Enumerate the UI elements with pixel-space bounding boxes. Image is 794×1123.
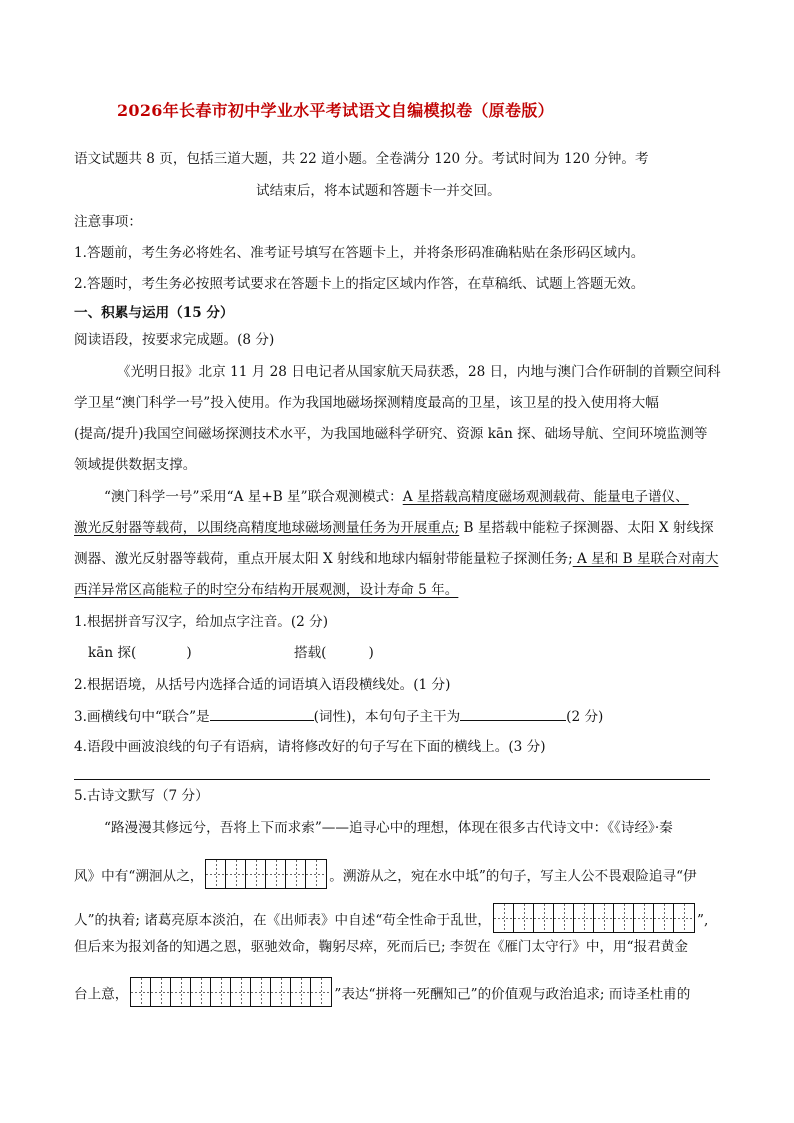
para2-line-1 [104,487,689,507]
q3-text-a: 3.画横线句中“联合”是 [74,709,210,725]
q1-a-close: ) [186,645,192,661]
answer-grid-cell[interactable] [291,978,311,1006]
answer-grid-cell[interactable] [131,978,151,1006]
q5-l5-text-a: 台上意， [74,986,129,1003]
para1-line-4: 领域提供数据支撑。 [74,457,197,473]
q5-line-2 [74,862,697,892]
answer-grid-cell[interactable] [271,978,291,1006]
answer-grid-cell[interactable] [286,860,306,888]
answer-grid-cell[interactable] [674,904,694,932]
question-1-part-a [88,643,192,663]
intro-line-1: 语文试题共 8 页，包括三道大题，共 22 道小题。全卷满分 120 分。考试时间为 120 分钟。考 [74,151,649,167]
intro-line-2: 试结束后，将本试题和答题卡一并交回。 [256,183,501,199]
notice-item-2: 2.答题时，考生务必按照考试要求在答题卡上的指定区域内作答，在草稿纸、试题上答题无效。 [74,276,645,292]
q3-text-b: (词性)，本句句子主干为 [313,709,461,725]
answer-grid-cell[interactable] [266,860,286,888]
q5-line-5 [74,980,690,1010]
underlined-sentence-part: A 星搭载高精度磁场观测载荷、能量电子谱仪、 [402,489,689,505]
q1-a-label: kān 探( [88,645,137,661]
q5-l5-text-b: ”表达“拼将一死酬知己”的价值观与政治追求; 而诗圣杜甫的 [334,986,691,1003]
answer-grid-cell[interactable] [514,904,534,932]
answer-grid-chushibiao[interactable] [493,903,695,933]
answer-grid-shijing[interactable] [205,859,327,889]
q1-b-close: ) [368,645,374,661]
answer-grid-cell[interactable] [306,860,326,888]
section1-instruction: 阅读语段，按要求完成题。(8 分) [74,332,275,348]
answer-grid-cell[interactable] [226,860,246,888]
answer-grid-cell[interactable] [211,978,231,1006]
answer-grid-cell[interactable] [534,904,554,932]
q3-score: (2 分) [566,709,604,725]
question-4: 4.语段中画波浪线的句子有语病，请将修改好的句子写在下面的横线上。(3 分) [74,739,546,755]
answer-grid-cell[interactable] [574,904,594,932]
notice-heading: 注意事项： [74,214,142,230]
q5-l3-text-a: 人”的执着; 诸葛亮原本淡泊，在《出师表》中自述“苟全性命于乱世， [74,912,492,929]
para2-line-4: 西洋异常区高能粒子的时空分布结构开展观测，设计寿命 5 年。 [74,582,459,598]
para2-line-3-text: 测器、激光反射器等载荷，重点开展太阳 X 射线和地球内辐射带能量粒子探测任务; [74,551,573,567]
q5-line-4: 但后来为报刘备的知遇之恩，驱驰效命，鞠躬尽瘁，死而后已; 李贺在《雁门太守行》中，用“报君黄金 [74,939,688,955]
q5-l2-text-a: 风》中有“溯洄从之， [74,868,204,885]
answer-grid-cell[interactable] [494,904,514,932]
question-1: 1.根据拼音写汉字，给加点字注音。(2 分) [74,614,329,630]
q3-blank-part-of-speech[interactable] [210,706,314,721]
para2-line-1-text: “澳门科学一号”采用“A 星+B 星”联合观测模式： [104,489,403,505]
q5-l3-text-b: ”, [697,912,709,929]
answer-grid-cell[interactable] [231,978,251,1006]
para1-line-1: 《光明日报》北京 11 月 28 日电记者从国家航天局获悉，28 日，内地与澳门合作研制的首颗空间科 [117,364,721,380]
q1-b-label: 搭载( [294,645,327,661]
para2-line-2-text: B 星搭载中能粒子探测器、太阳 X 射线探 [459,520,714,536]
question-5: 5.古诗文默写（7 分） [74,788,209,804]
para1-line-2: 学卫星“澳门科学一号”投入使用。作为我国地磁场探测精度最高的卫星，该卫星的投入使用将大幅 [74,395,659,411]
answer-grid-cell[interactable] [246,860,266,888]
underlined-sentence-part: 激光反射器等载荷，以围绕高精度地球磁场测量任务为开展重点; [74,520,460,536]
q4-answer-line[interactable] [74,779,710,780]
notice-item-1: 1.答题前，考生务必将姓名、准考证号填写在答题卡上，并将条形码准确粘贴在条形码区域内。 [74,245,645,261]
para2-line-2 [74,518,714,538]
answer-grid-cell[interactable] [634,904,654,932]
answer-grid-yanmen[interactable] [130,977,332,1007]
q5-line-3 [74,906,708,936]
answer-grid-cell[interactable] [594,904,614,932]
q5-line-1: “路漫漫其修远兮，吾将上下而求索”——追寻心中的理想，体现在很多古代诗文中：《《诗经》·秦 [104,820,673,836]
answer-grid-cell[interactable] [654,904,674,932]
question-1-part-b [294,643,374,663]
answer-grid-cell[interactable] [311,978,331,1006]
wavy-sentence-part: A 星和 B 星联合对南大 [572,551,719,567]
question-2: 2.根据语境，从括号内选择合适的词语填入语段横线处。(1 分) [74,677,451,693]
para1-line-3: (提高/提升)我国空间磁场探测技术水平，为我国地磁科学研究、资源 kān 探、础场导航、空间环境监测等 [74,426,708,442]
answer-grid-cell[interactable] [251,978,271,1006]
answer-grid-cell[interactable] [206,860,226,888]
answer-grid-cell[interactable] [614,904,634,932]
answer-grid-cell[interactable] [554,904,574,932]
section1-heading: 一、积累与运用（15 分） [74,305,234,321]
q3-blank-sentence-trunk[interactable] [460,706,566,721]
q5-l2-text-b: 。溯游从之，宛在水中坻”的句子，写主人公不畏艰险追寻“伊 [329,868,697,885]
question-3 [74,706,603,727]
answer-grid-cell[interactable] [151,978,171,1006]
answer-grid-cell[interactable] [171,978,191,1006]
page-title: 2026年长春市初中学业水平考试语文自编模拟卷（原卷版） [117,101,554,120]
para2-line-3 [74,549,719,569]
answer-grid-cell[interactable] [191,978,211,1006]
